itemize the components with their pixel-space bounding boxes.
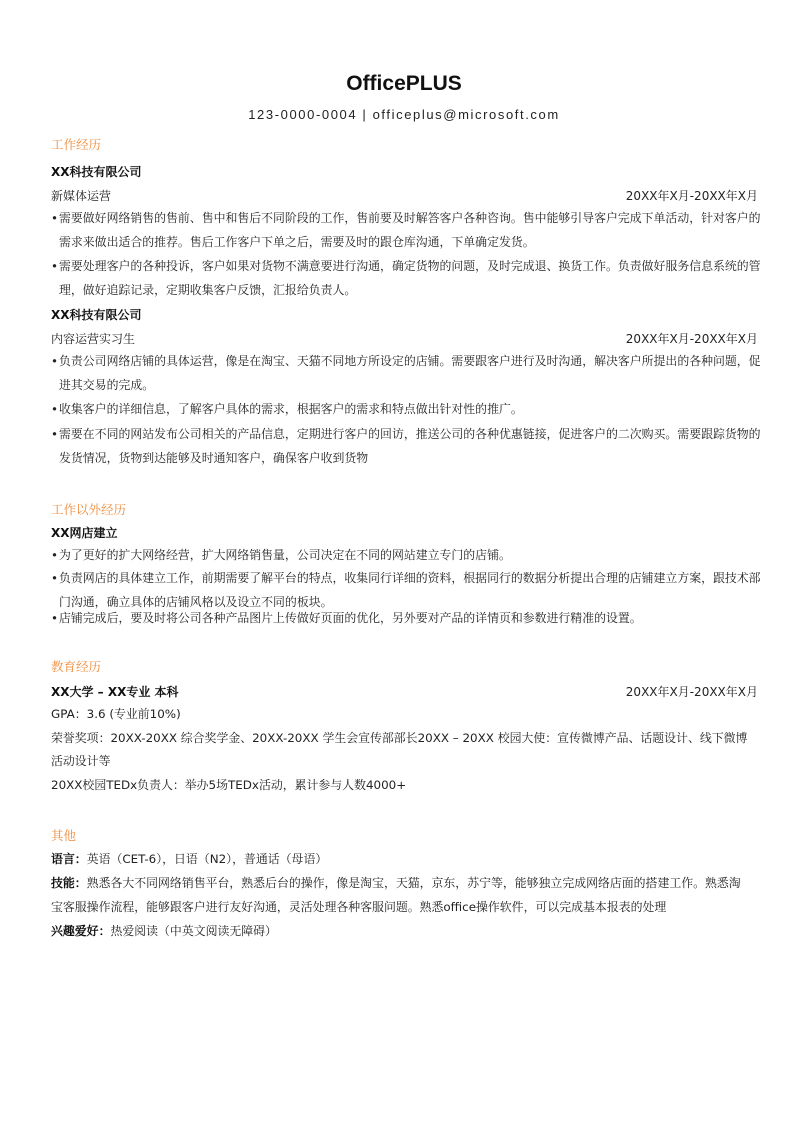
- job-bullet: •收集客户的详细信息，了解客户具体的需求，根据客户的需求和特点做出针对性的推广。: [51, 402, 523, 416]
- job-role: 内容运营实习生: [51, 332, 136, 346]
- section-title-other-experience: 工作以外经历: [51, 502, 127, 517]
- misc-hobby: [51, 919, 763, 943]
- language-value: 英语（CET-6），日语（N2），普通话（母语）: [86, 852, 328, 866]
- project-bullet: •店铺完成后，要及时将公司各种产品图片上传做好页面的优化，另外要对产品的详情页和参数进行精准的设置。: [51, 611, 642, 625]
- job-bullet: •需要处理客户的各种投诉，客户如果对货物不满意要进行沟通，确定货物的问题，及时完成退、换货工作。负责做好服务信息系统的管理，做好追踪记录，定期收集客户反馈，汇报给负责人。: [51, 259, 761, 297]
- section-title-misc: 其他: [51, 828, 77, 843]
- job-company: XX科技有限公司: [51, 165, 142, 179]
- job-date: 20XX年X月-20XX年X月: [625, 189, 758, 203]
- project-bullet: •负责网店的具体建立工作，前期需要了解平台的特点，收集同行详细的资料，根据同行的数据分析提出合理的店铺建立方案，跟技术部门沟通，确立具体的店铺风格以及设立不同的板块。: [51, 571, 761, 609]
- candidate-name: OfficePLUS: [346, 72, 462, 95]
- hobby-value: 热爱阅读（中英文阅读无障碍）: [110, 924, 277, 938]
- project-bullet: •为了更好的扩大网络经营，扩大网络销售量，公司决定在不同的网站建立专门的店铺。: [51, 548, 511, 562]
- project-title: XX网店建立: [51, 526, 118, 540]
- section-title-work: 工作经历: [51, 137, 102, 152]
- education-school: XX大学 – XX专业 本科: [51, 685, 179, 699]
- education-tedx: 20XX校园TEDx负责人：举办5场TEDx活动，累计参与人数4000+: [51, 778, 407, 792]
- job-date: 20XX年X月-20XX年X月: [625, 332, 758, 346]
- education-honors: 荣誉奖项：20XX-20XX 综合奖学金、20XX-20XX 学生会宣传部部长20XX – 20XX 校园大使：宣传微博产品、话题设计、线下微博: [51, 731, 748, 745]
- contact-line: 123-0000-0004 | officeplus@microsoft.com: [248, 107, 560, 122]
- skills-label: 技能：: [51, 876, 87, 890]
- language-label: 语言：: [51, 852, 87, 866]
- skills-value: 熟悉各大不同网络销售平台，熟悉后台的操作，像是淘宝，天猫，京东，苏宁等，能够独立完成网络店面的搭建工作。熟悉淘: [86, 876, 741, 890]
- education-gpa: GPA：3.6 (专业前10%): [51, 707, 181, 721]
- education-date: 20XX年X月-20XX年X月: [625, 685, 758, 699]
- misc-skills-cont: 宝客服操作流程，能够跟客户进行友好沟通，灵活处理各种客服问题。熟悉office操作软件，可以完成基本报表的处理: [51, 900, 667, 914]
- job-company: XX科技有限公司: [51, 308, 142, 322]
- misc-language: [51, 847, 763, 871]
- job-role: 新媒体运营: [51, 189, 112, 203]
- education-honors-cont: 活动设计等: [51, 754, 111, 768]
- job-bullet: •需要做好网络销售的售前、售中和售后不同阶段的工作，售前要及时解答客户各种咨询。售中能够引导客户完成下单活动，针对客户的需求来做出适合的推荐。售后工作客户下单之后，需要及时的跟仓库沟通，下单确定发货。: [51, 211, 761, 249]
- job-bullet: •负责公司网络店铺的具体运营，像是在淘宝、天猫不同地方所设定的店铺。需要跟客户进行及时沟通，解决客户所提出的各种问题，促进其交易的完成。: [51, 354, 761, 392]
- misc-skills: [51, 871, 763, 895]
- section-title-education: 教育经历: [51, 659, 102, 674]
- hobby-label: 兴趣爱好：: [51, 924, 111, 938]
- job-bullet: •需要在不同的网站发布公司相关的产品信息，定期进行客户的回访，推送公司的各种优惠链接，促进客户的二次购买。需要跟踪货物的发货情况，货物到达能够及时通知客户，确保客户收到货物: [51, 427, 761, 465]
